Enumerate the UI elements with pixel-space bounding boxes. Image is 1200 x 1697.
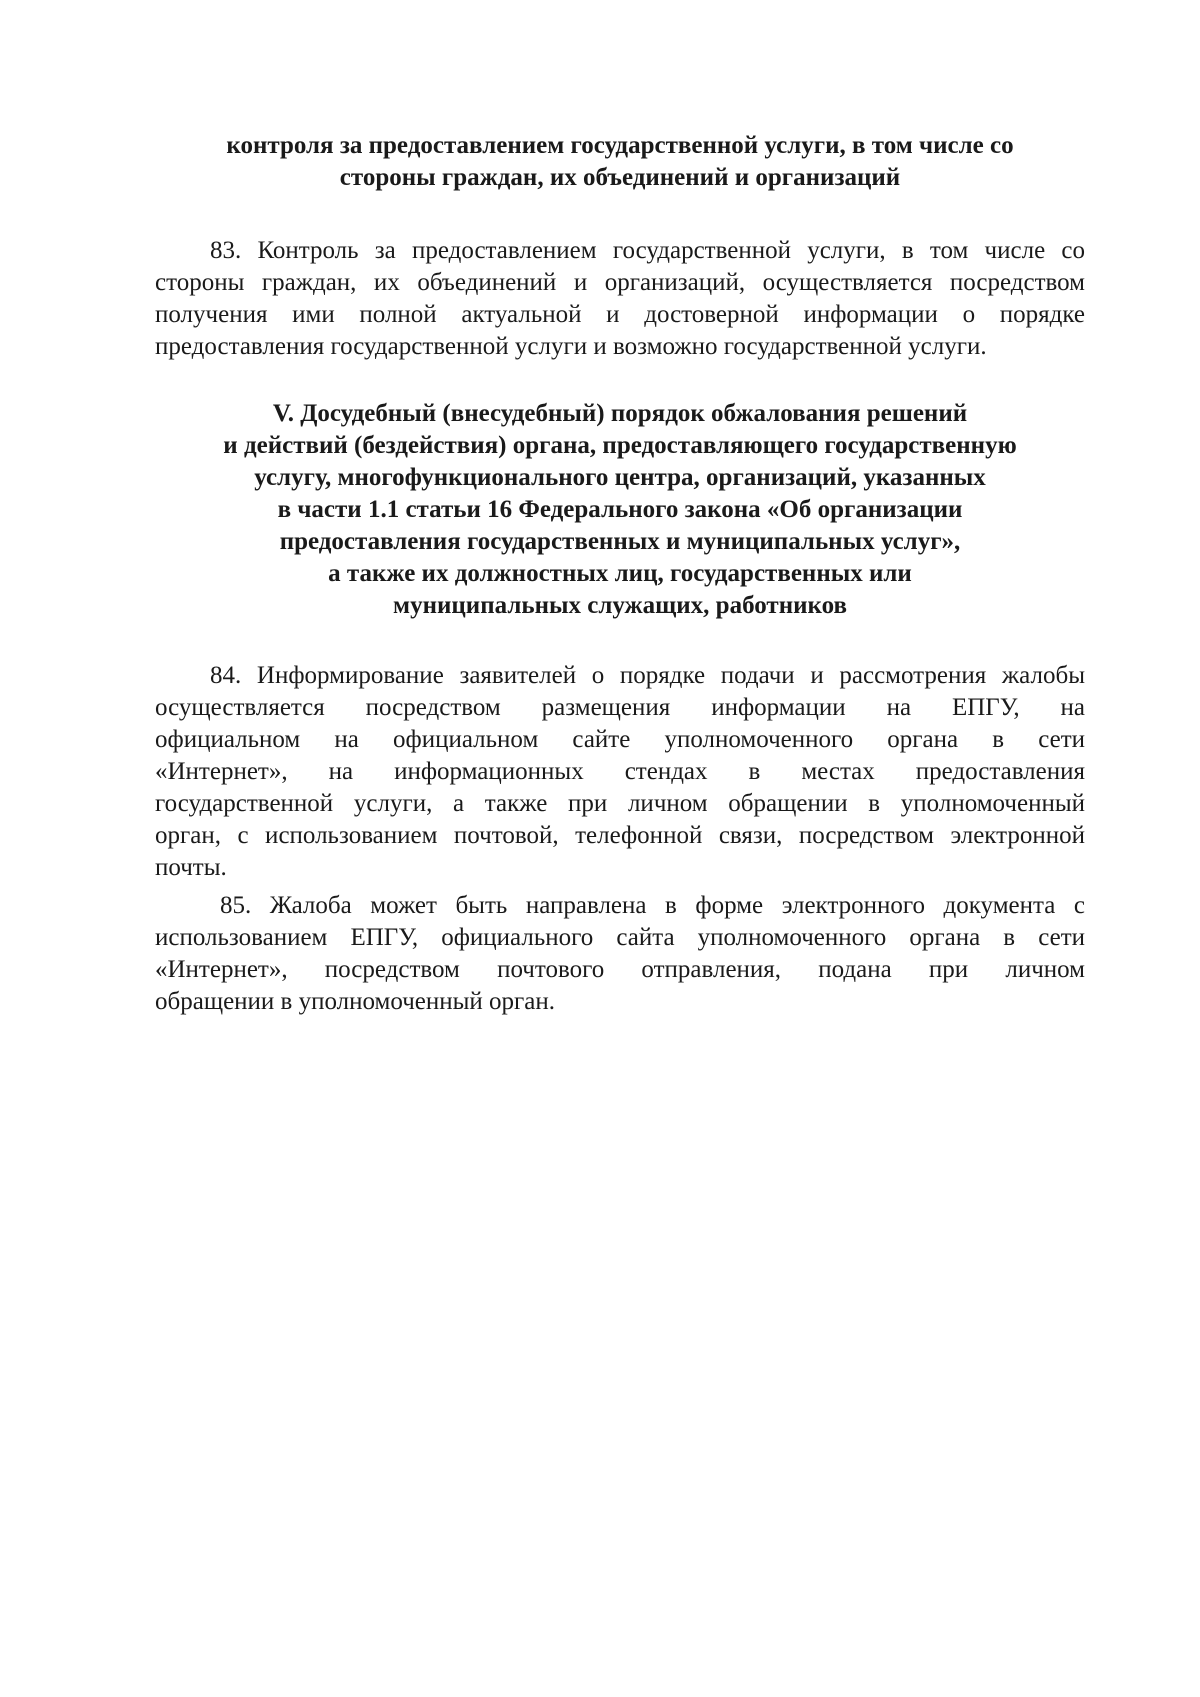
paragraph-line: «Интернет», на информационных стендах в местах предоставления	[155, 758, 1085, 785]
paragraph-line: предоставления государственной услуги и возможно государственной услуги.	[155, 333, 987, 360]
paragraph-line: «Интернет», посредством почтового отправления, подана при личном	[155, 956, 1085, 983]
paragraph-83	[155, 235, 1085, 363]
paragraph-85	[155, 890, 1085, 1018]
paragraph-84	[155, 660, 1085, 884]
section-heading-control	[155, 130, 1085, 194]
paragraph-line: орган, с использованием почтовой, телефонной связи, посредством электронной	[155, 822, 1085, 849]
paragraph-line: стороны граждан, их объединений и организаций, осуществляется посредством	[155, 269, 1085, 296]
paragraph-line: почты.	[155, 854, 227, 881]
paragraph-line: осуществляется посредством размещения информации на ЕПГУ, на	[155, 694, 1085, 721]
paragraph-line: официальном на официальном сайте уполномоченного органа в сети	[155, 726, 1085, 753]
heading-line: услугу, многофункционального центра, организаций, указанных	[254, 464, 986, 491]
paragraph-line: государственной услуги, а также при личном обращении в уполномоченный	[155, 790, 1085, 817]
paragraph-line: использованием ЕПГУ, официального сайта уполномоченного органа в сети	[155, 924, 1085, 951]
paragraph-line: обращении в уполномоченный орган.	[155, 988, 556, 1015]
heading-line: и действий (бездействия) органа, предоставляющего государственную	[223, 432, 1017, 459]
heading-line: муниципальных служащих, работников	[393, 592, 847, 619]
heading-line: в части 1.1 статьи 16 Федерального закона «Об организации	[277, 496, 963, 523]
heading-line: а также их должностных лиц, государственных или	[328, 560, 912, 587]
paragraph-line: 85. Жалоба может быть направлена в форме электронного документа с	[220, 892, 1085, 919]
paragraph-line: получения ими полной актуальной и достоверной информации о порядке	[155, 301, 1085, 328]
heading-line: контроля за предоставлением государственной услуги, в том числе со	[226, 132, 1014, 159]
section-heading-v	[155, 398, 1085, 622]
heading-line: V. Досудебный (внесудебный) порядок обжалования решений	[272, 400, 968, 427]
heading-line: предоставления государственных и муниципальных услуг»,	[279, 528, 961, 555]
paragraph-line: 83. Контроль за предоставлением государственной услуги, в том числе со	[210, 237, 1085, 264]
paragraph-line: 84. Информирование заявителей о порядке подачи и рассмотрения жалобы	[210, 662, 1085, 689]
heading-line: стороны граждан, их объединений и организаций	[339, 164, 901, 191]
